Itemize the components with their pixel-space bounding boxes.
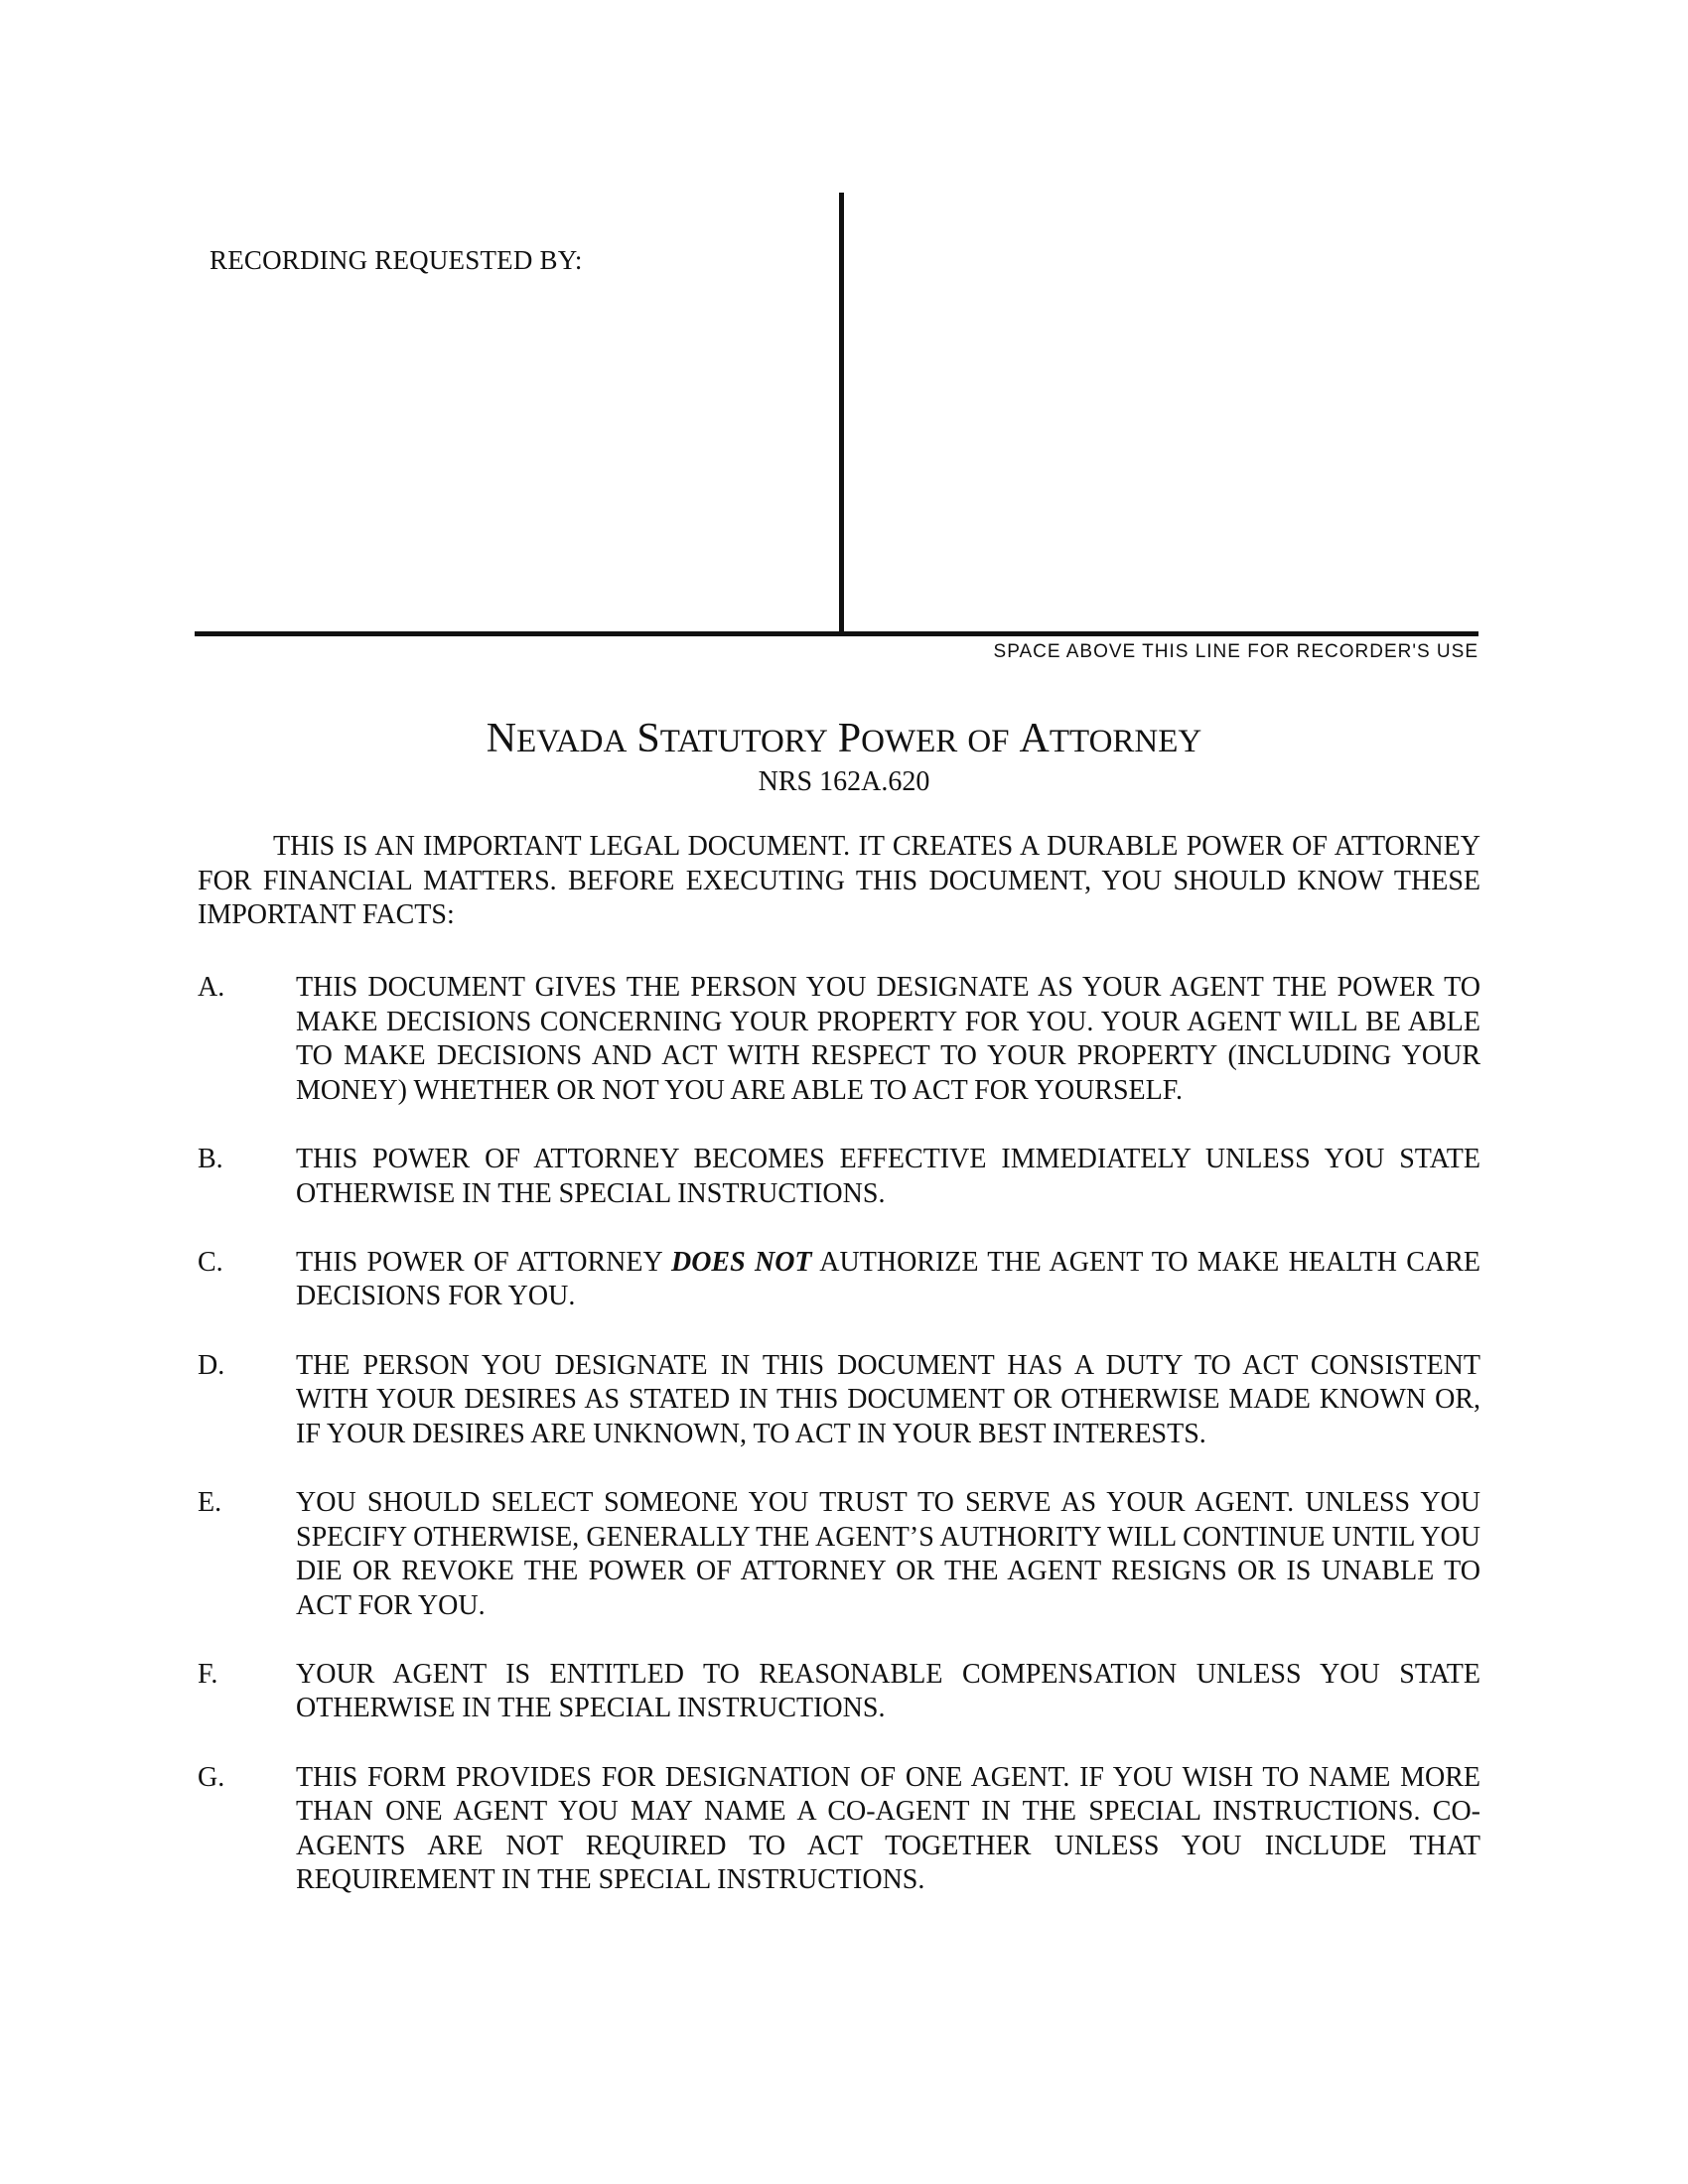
item-text: YOU SHOULD SELECT SOMEONE YOU TRUST TO SERVE AS YOUR AGENT. UNLESS YOU SPECIFY OTHERWISE, GENERALLY THE AGENT’S AUTHORITY WILL CONTINUE UNTIL YOU DIE OR REVOKE THE POWER OF ATTORNEY OR THE AGENT RESIGNS OR IS UNABLE TO ACT FOR YOU.: [296, 1486, 1480, 1621]
recorder-box-divider: [839, 193, 844, 636]
list-item: [198, 1349, 1480, 1452]
item-letter: G.: [198, 1761, 225, 1793]
intro-paragraph: THIS IS AN IMPORTANT LEGAL DOCUMENT. IT CREATES A DURABLE POWER OF ATTORNEY FOR FINANCIAL MATTERS. BEFORE EXECUTING THIS DOCUMENT, YOU SHOULD KNOW THESE IMPORTANT FACTS:: [198, 831, 1480, 931]
item-text: THIS FORM PROVIDES FOR DESIGNATION OF ONE AGENT. IF YOU WISH TO NAME MORE THAN ONE AGENT YOU MAY NAME A CO-AGENT IN THE SPECIAL INSTRUCTIONS. CO-AGENTS ARE NOT REQUIRED TO ACT TOGETHER UNLESS YOU INCLUDE THAT REQUIREMENT IN THE SPECIAL INSTRUCTIONS.: [296, 1761, 1480, 1896]
item-text: YOUR AGENT IS ENTITLED TO REASONABLE COMPENSATION UNLESS YOU STATE OTHERWISE IN THE SPECIAL INSTRUCTIONS.: [296, 1658, 1480, 1724]
list-item: [198, 971, 1480, 1108]
statute-reference: NRS 162A.620: [758, 766, 930, 797]
list-item: [198, 1246, 1480, 1314]
item-text: THIS DOCUMENT GIVES THE PERSON YOU DESIGNATE AS YOUR AGENT THE POWER TO MAKE DECISIONS CONCERNING YOUR PROPERTY FOR YOU. YOUR AGENT WILL BE ABLE TO MAKE DECISIONS AND ACT WITH RESPECT TO YOUR PROPERTY (INCLUDING YOUR MONEY) WHETHER OR NOT YOU ARE ABLE TO ACT FOR YOURSELF.: [296, 972, 1480, 1106]
item-letter: D.: [198, 1349, 225, 1381]
item-letter: F.: [198, 1658, 218, 1690]
important-facts-list: [198, 971, 1480, 1933]
item-letter: A.: [198, 972, 225, 1003]
list-item: [198, 1486, 1480, 1623]
recorder-space-line: [195, 631, 1478, 636]
item-letter: E.: [198, 1486, 222, 1518]
list-item: [198, 1143, 1480, 1211]
does-not-emphasis: DOES NOT: [670, 1246, 812, 1278]
list-item: [198, 1761, 1480, 1898]
recording-requested-by-label: RECORDING REQUESTED BY:: [210, 245, 583, 275]
recorder-use-note: SPACE ABOVE THIS LINE FOR RECORDER'S USE: [993, 641, 1478, 662]
item-text: THIS POWER OF ATTORNEY BECOMES EFFECTIVE IMMEDIATELY UNLESS YOU STATE OTHERWISE IN THE SPECIAL INSTRUCTIONS.: [296, 1143, 1480, 1209]
item-text: THE PERSON YOU DESIGNATE IN THIS DOCUMENT HAS A DUTY TO ACT CONSISTENT WITH YOUR DESIRES AS STATED IN THIS DOCUMENT OR OTHERWISE MADE KNOWN OR, IF YOUR DESIRES ARE UNKNOWN, TO ACT IN YOUR BEST INTERESTS.: [296, 1349, 1480, 1449]
document-title: NEVADA STATUTORY POWER OF ATTORNEY: [486, 716, 1202, 761]
list-item: [198, 1658, 1480, 1726]
item-letter: C.: [198, 1246, 223, 1278]
item-letter: B.: [198, 1143, 223, 1174]
item-text: THIS POWER OF ATTORNEY DOES NOT AUTHORIZE THE AGENT TO MAKE HEALTH CARE DECISIONS FOR YOU.: [296, 1246, 1480, 1312]
